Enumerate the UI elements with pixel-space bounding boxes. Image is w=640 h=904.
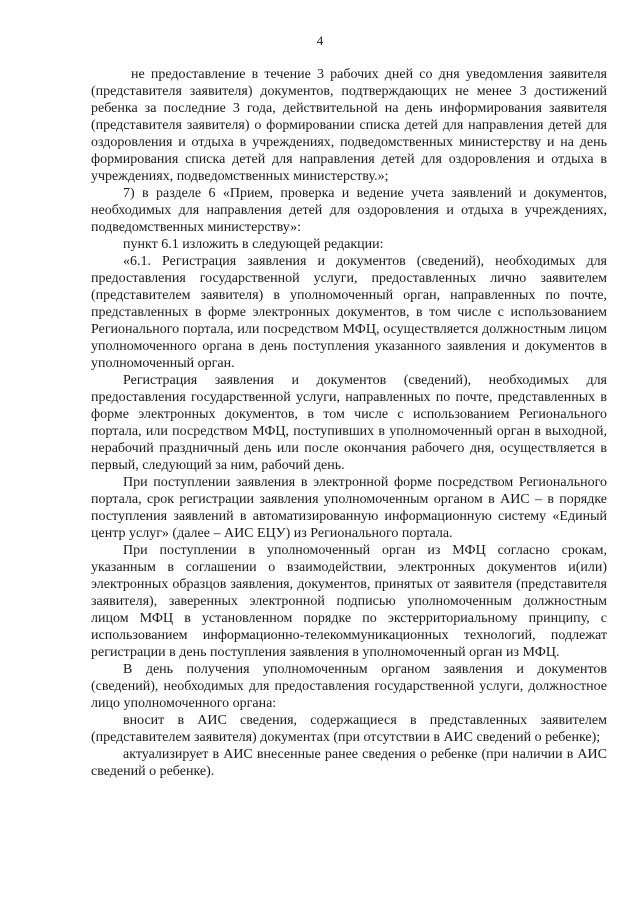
paragraph-updates-data: актуализирует в АИС внесенные ранее сведения о ребенке (при наличии в АИС сведений о ребенке). <box>91 747 607 779</box>
paragraph-registration-offhours: Регистрация заявления и документов (сведений), необходимых для предоставления государственной услуги, направленных по почте, представленных в форме электронных документов, в том числе с использованием Регионального портала, или посредством МФЦ, поступивших в уполномоченный орган в выходной, нерабочий праздничный день или после окончания рабочего дня, осуществляется в первый, следующий за ним, рабочий день. <box>91 373 607 473</box>
paragraph-continuation: не предоставление в течение 3 рабочих дней со дня уведомления заявителя (представителя заявителя) документов, подтверждающих не менее 3 достижений ребенка за последние 3 года, действительной на день информирования заявителя (представителя заявителя) о формировании списка детей для направления детей для оздоровления и отдыха в учреждениях, подведомственных министерству и на день формирования списка детей для направления детей для оздоровления и отдыха в учреждениях, подведомственных министерству.»; <box>91 67 607 184</box>
document-body <box>91 66 607 780</box>
paragraph-enters-data: вносит в АИС сведения, содержащиеся в представленных заявителем (представителем заявителя) документах (при отсутствии в АИС сведений о ребенке); <box>91 713 607 745</box>
paragraph-6-1: «6.1. Регистрация заявления и документов (сведений), необходимых для предоставления государственной услуги, предоставленных лично заявителем (представителем заявителя) в уполномоченный орган, направленных по почте, представленных в форме электронных документов, в том числе с использованием Регионального портала, или посредством МФЦ, осуществляется должностным лицом уполномоченного органа в день поступления указанного заявления и документов в уполномоченный орган. <box>91 254 607 371</box>
paragraph-item-7: 7) в разделе 6 «Прием, проверка и ведение учета заявлений и документов, необходимых для направления детей для оздоровления и отдыха в учреждениях, подведомственных министерству»: <box>91 186 607 235</box>
paragraph-day-of-receipt: В день получения уполномоченным органом заявления и документов (сведений), необходимых для предоставления государственной услуги, должностное лицо уполномоченного органа: <box>91 662 607 711</box>
page-number: 4 <box>316 33 324 48</box>
paragraph-electronic-form: При поступлении заявления в электронной форме посредством Регионального портала, срок регистрации заявления уполномоченным органом в АИС – в порядке поступления заявлений в автоматизированную информационную систему «Единый центр услуг» (далее – АИС ЕЦУ) из Регионального портала. <box>91 475 607 541</box>
paragraph-instruction: пункт 6.1 изложить в следующей редакции: <box>123 237 384 252</box>
paragraph-mfc: При поступлении в уполномоченный орган из МФЦ согласно срокам, указанным в соглашении о взаимодействии, электронных документов и(или) электронных образцов заявления, документов, принятых от заявителя (представителя заявителя), заверенных электронной подписью уполномоченным должностным лицом МФЦ в установленном порядке по экстерриториальному принципу, с использованием информационно-телекоммуникационных технологий, подлежат регистрации в день поступления заявления в уполномоченный орган из МФЦ. <box>91 543 607 660</box>
